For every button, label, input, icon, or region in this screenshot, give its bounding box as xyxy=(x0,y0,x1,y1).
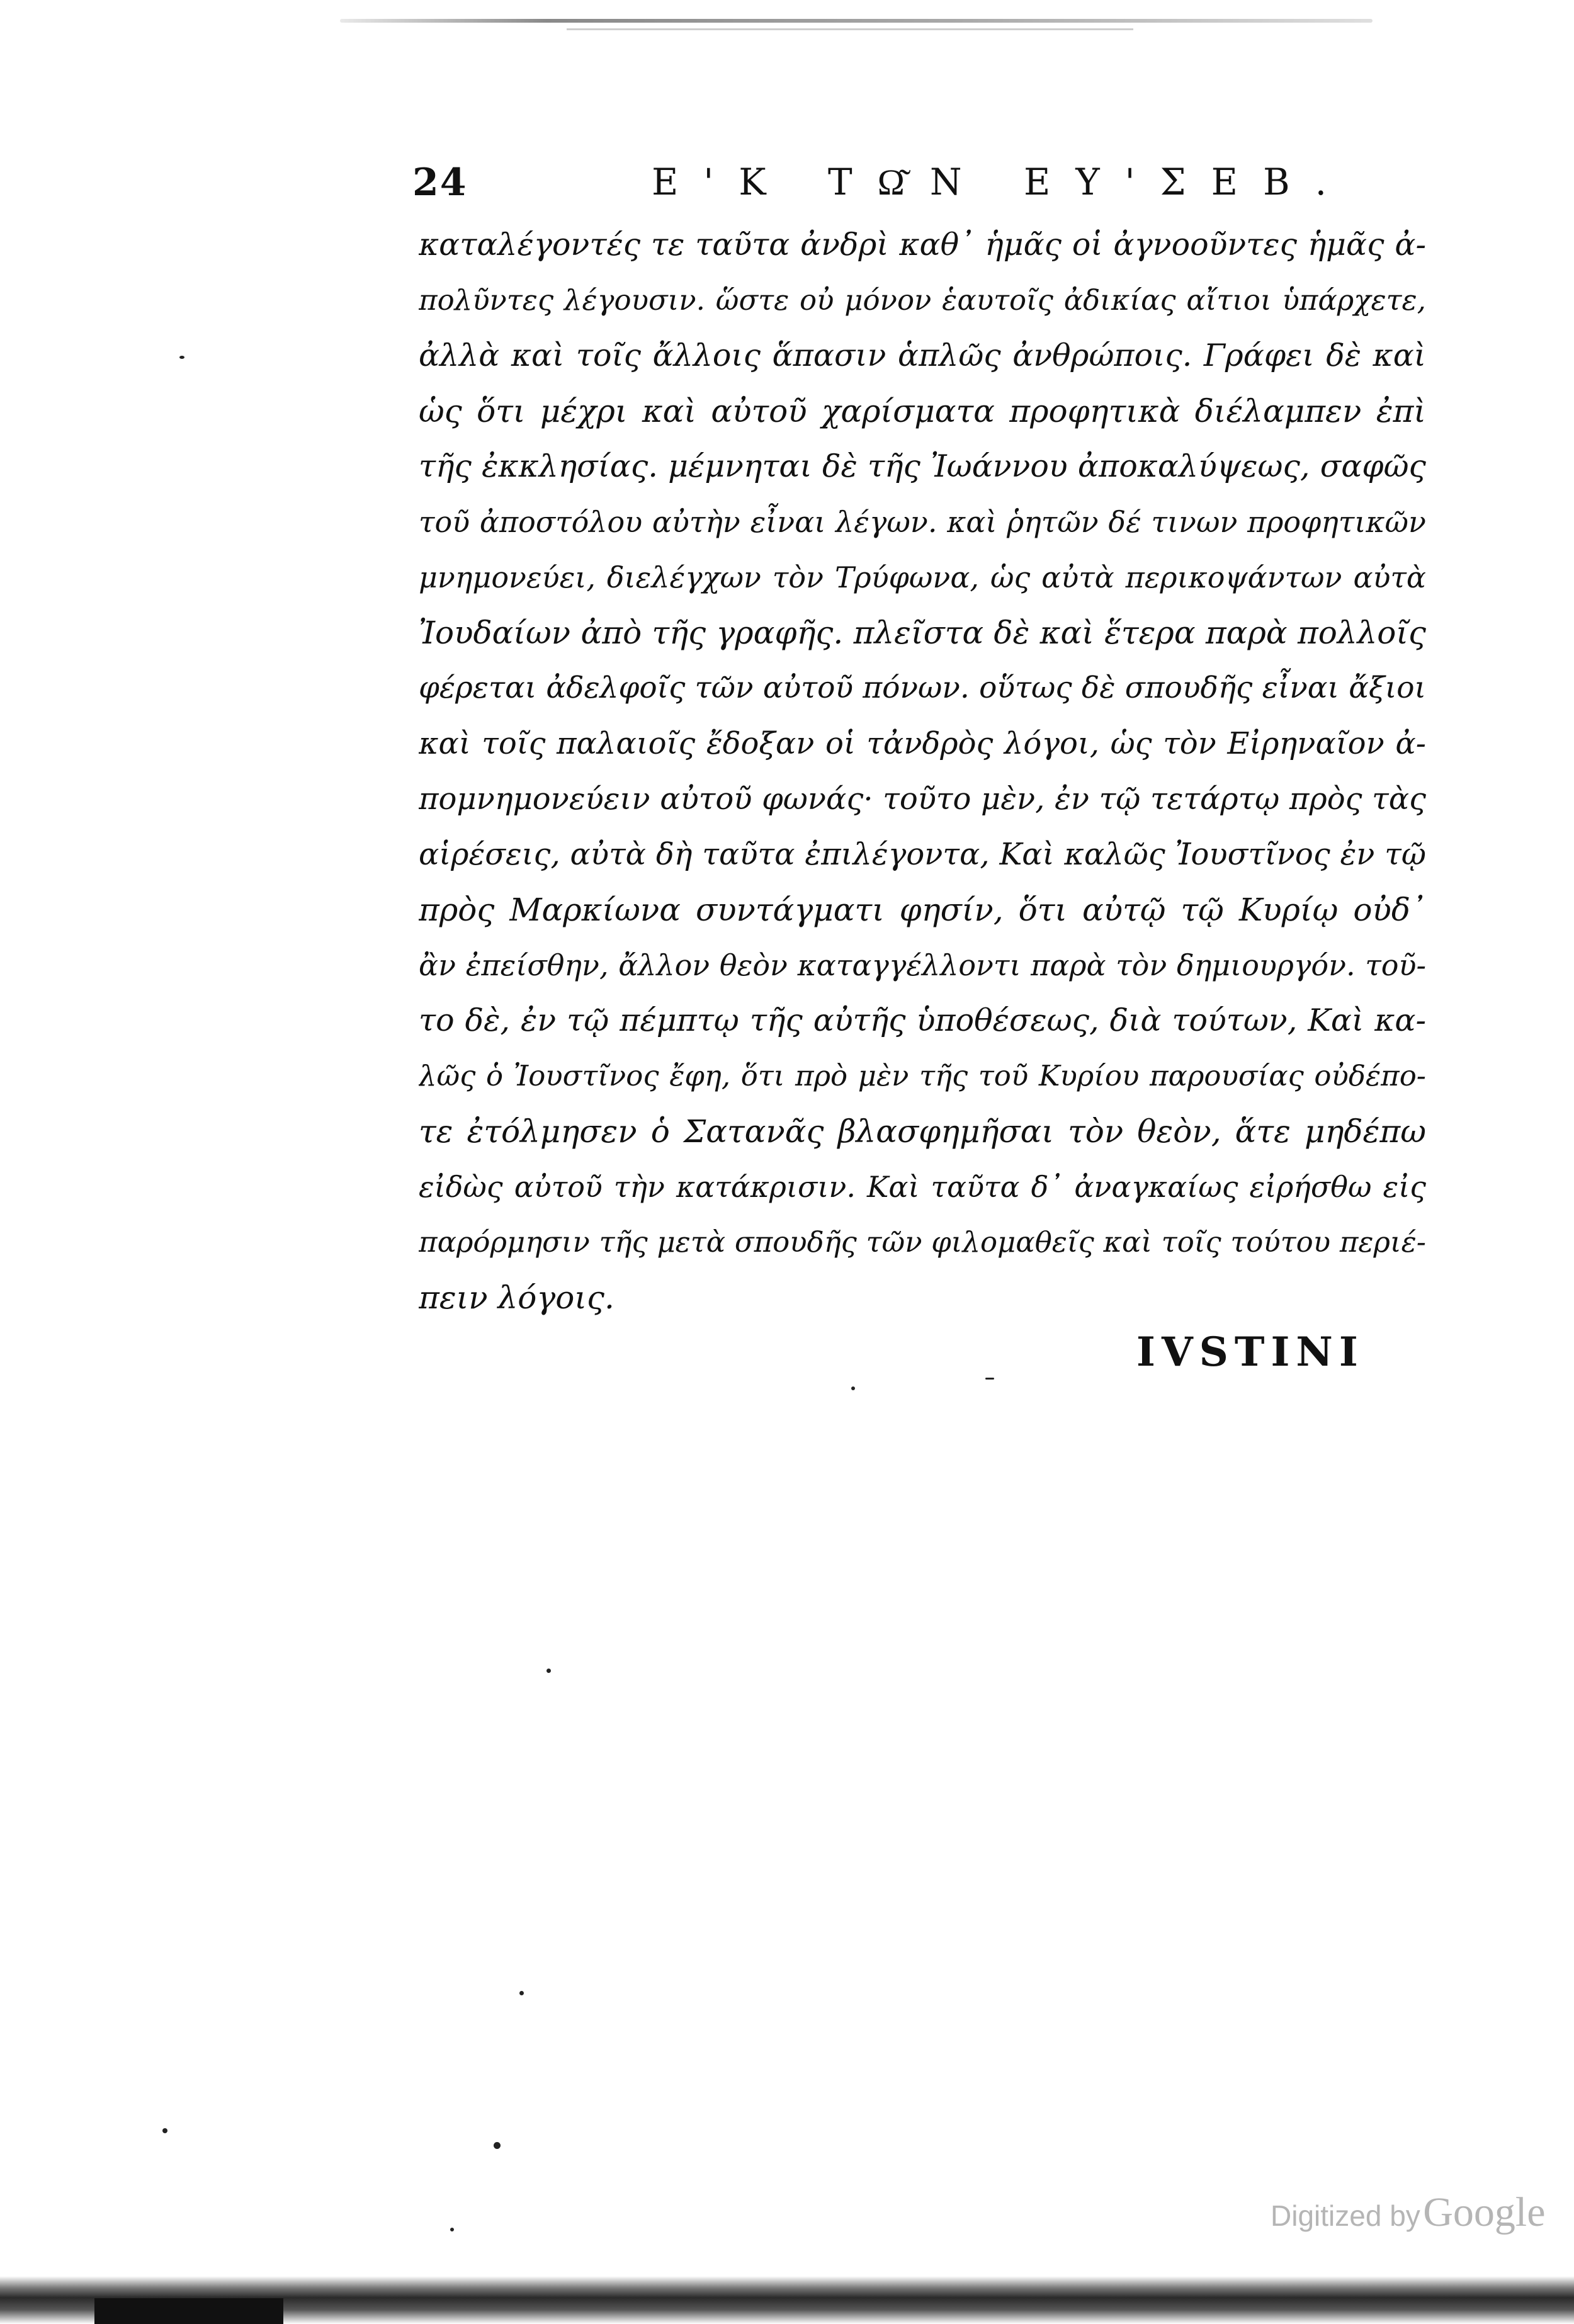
ink-speck xyxy=(851,1386,855,1390)
text-line: τε ἐτόλμησεν ὁ Σατανᾶς βλασφημῆσαι τὸν θεὸν, ἅτε μηδέπω xyxy=(419,1113,1426,1150)
text-line: τοῦ ἀποστόλου αὐτὴν εἶναι λέγων. καὶ ῥητῶν δέ τινων προφητικῶν xyxy=(419,505,1426,539)
watermark-prefix: Digitized by xyxy=(1271,2199,1420,2232)
text-line: το δὲ, ἐν τῷ πέμπτῳ τῆς αὐτῆς ὑποθέσεως, διὰ τούτων, Καὶ κα- xyxy=(419,1002,1426,1038)
ink-speck xyxy=(985,1378,994,1380)
text-line: παρόρμησιν τῆς μετὰ σπουδῆς τῶν φιλομαθεῖς καὶ τοῖς τούτου περιέ- xyxy=(419,1225,1426,1259)
text-line: ὡς ὅτι μέχρι καὶ αὐτοῦ χαρίσματα προφητικὰ διέλαμπεν ἐπὶ xyxy=(419,393,1426,429)
top-edge-shadow xyxy=(567,28,1133,30)
text-line: λῶς ὁ Ἰουστῖνος ἔφη, ὅτι πρὸ μὲν τῆς τοῦ Κυρίου παρουσίας οὐδέπο- xyxy=(419,1059,1426,1092)
text-line: καὶ τοῖς παλαιοῖς ἔδοξαν οἱ τἀνδρὸς λόγοι, ὡς τὸν Εἰρηναῖον ἀ- xyxy=(419,726,1426,761)
ink-speck xyxy=(162,2128,167,2133)
text-line: μνημονεύει, διελέγχων τὸν Τρύφωνα, ὡς αὐτὰ περικοψάντων αὐτὰ xyxy=(419,560,1426,594)
text-line: καταλέγοντές τε ταῦτα ἀνδρὶ καθ᾿ ἡμᾶς οἱ ἀγνοοῦντες ἡμᾶς ἀ- xyxy=(419,227,1426,263)
text-line: πρὸς Μαρκίωνα συντάγματι φησίν, ὅτι αὐτῷ τῷ Κυρίῳ οὐδ᾿ xyxy=(419,892,1426,928)
text-line: αἱρέσεις, αὐτὰ δὴ ταῦτα ἐπιλέγοντα, Καὶ καλῶς Ἰουστῖνος ἐν τῷ xyxy=(419,837,1426,872)
ink-speck xyxy=(179,356,184,359)
ink-speck xyxy=(546,1669,551,1673)
ink-speck xyxy=(494,2142,501,2149)
text-line: Ἰουδαίων ἀπὸ τῆς γραφῆς. πλεῖστα δὲ καὶ ἕτερα παρὰ πολλοῖς xyxy=(419,615,1426,651)
text-line: πομνημονεύειν αὐτοῦ φωνάς· τοῦτο μὲν, ἐν τῷ τετάρτῳ πρὸς τὰς xyxy=(419,781,1426,817)
text-line: ἀλλὰ καὶ τοῖς ἄλλοις ἅπασιν ἁπλῶς ἀνθρώποις. Γράφει δὲ καὶ xyxy=(419,337,1426,373)
page-header xyxy=(412,161,1420,211)
running-head: Ε'Κ ΤΩ͂Ν ΕΥ'ΣΕΒ. xyxy=(652,161,1352,203)
text-line: φέρεται ἀδελφοῖς τῶν αὐτοῦ πόνων. οὕτως δὲ σπουδῆς εἶναι ἄξιοι xyxy=(419,671,1426,705)
text-line: τῆς ἐκκλησίας. μέμνηται δὲ τῆς Ἰωάννου ἀποκαλύψεως, σαφῶς xyxy=(419,448,1426,484)
text-line: εἰδὼς αὐτοῦ τὴν κατάκρισιν. Καὶ ταῦτα δ᾿ ἀναγκαίως εἰρήσθω εἰς xyxy=(419,1170,1426,1204)
page-number: 24 xyxy=(412,161,468,205)
ink-speck xyxy=(519,1991,524,1995)
bottom-edge-dark xyxy=(94,2298,283,2324)
text-line: πολῦντες λέγουσιν. ὥστε οὐ μόνον ἑαυτοῖς ἀδικίας αἴτιοι ὑπάρχετε, xyxy=(419,283,1426,317)
text-line: ἂν ἐπείσθην, ἄλλον θεὸν καταγγέλλοντι παρὰ τὸν δημιουργόν. τοῦ- xyxy=(419,948,1426,982)
top-edge-rule xyxy=(340,19,1373,23)
digitized-by-google-watermark xyxy=(1271,2189,1546,2236)
google-logo: Google xyxy=(1423,2189,1546,2235)
body-text xyxy=(419,217,1426,1325)
text-line last-line: πειν λόγοις. xyxy=(419,1279,614,1316)
ink-speck xyxy=(450,2228,454,2231)
catchword: IVSTINI xyxy=(1136,1329,1364,1376)
